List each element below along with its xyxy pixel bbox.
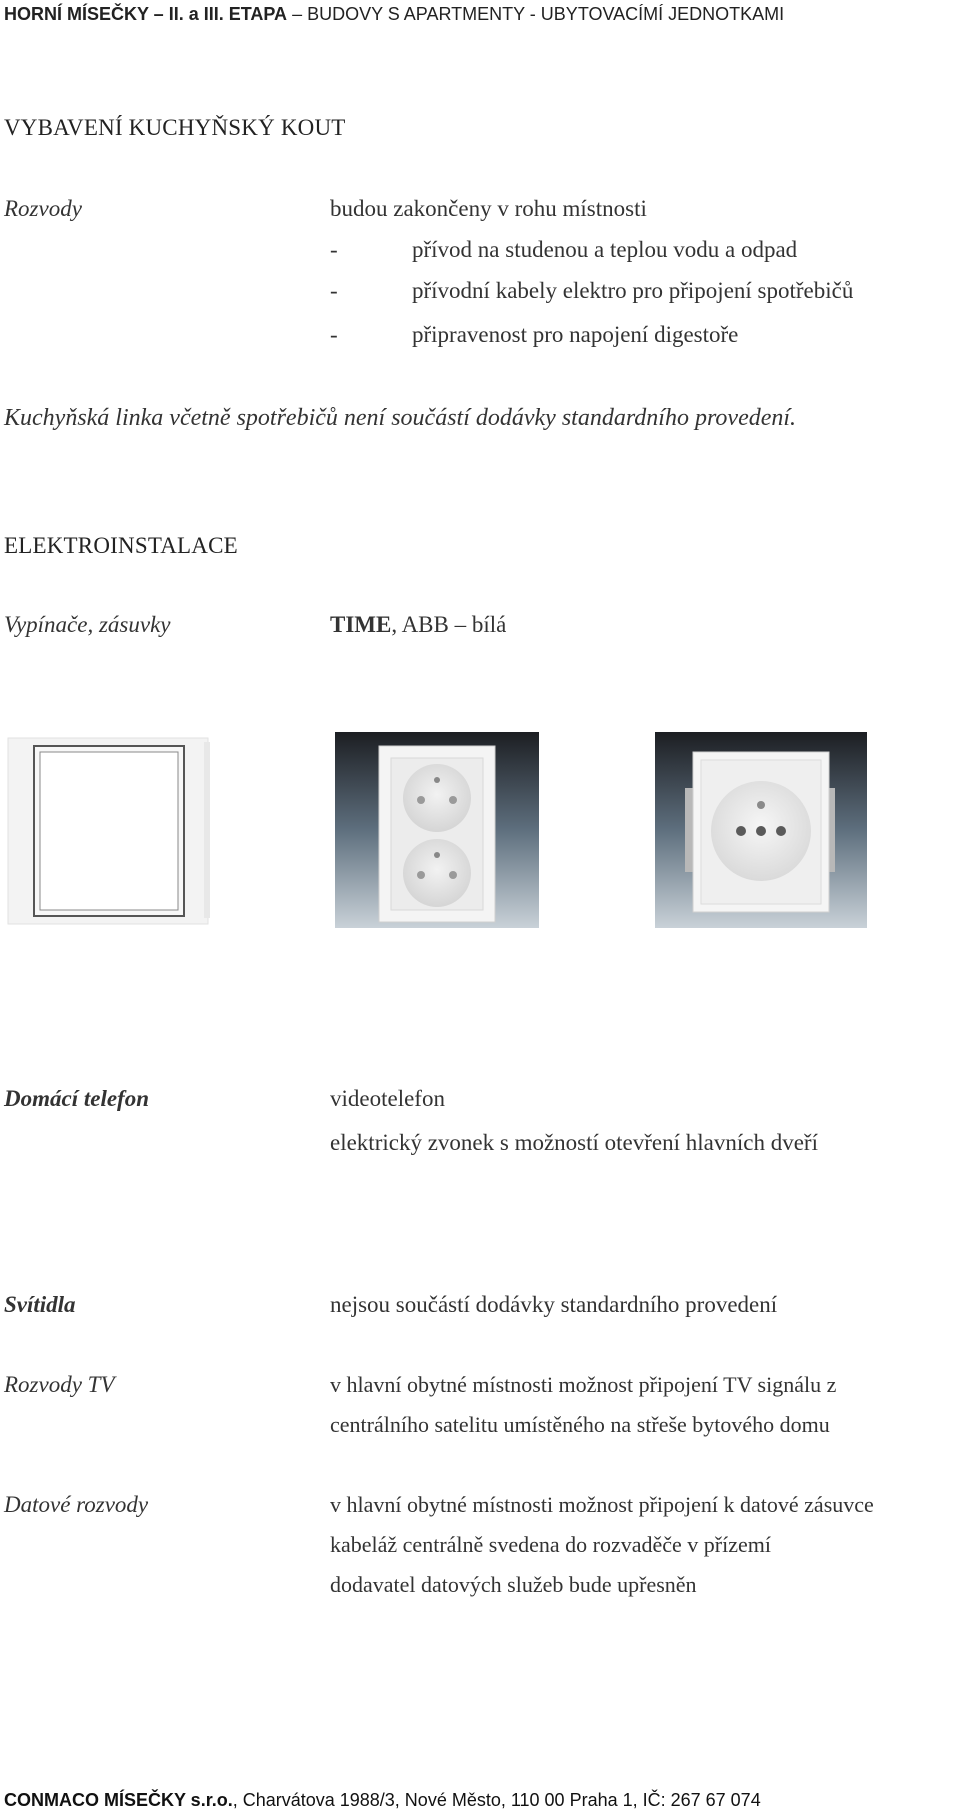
label-rozvody: Rozvody [4, 196, 82, 221]
list-item: připravenost pro napojení digestoře [412, 322, 739, 347]
label-tv: Rozvody TV [4, 1372, 115, 1397]
page-footer [4, 1790, 761, 1811]
data-line: v hlavní obytné místnosti možnost připojení k datové zásuvce [330, 1492, 874, 1517]
list-dash: - [330, 322, 338, 347]
phone-line: videotelefon [330, 1086, 445, 1111]
list-dash: - [330, 237, 338, 262]
switches-rest: , ABB – bílá [391, 612, 507, 637]
footer-address: , Charvátova 1988/3, Nové Město, 110 00 Praha 1, IČ: 267 67 074 [232, 1790, 761, 1810]
tv-line: v hlavní obytné místnosti možnost připojení TV signálu z [330, 1372, 837, 1397]
section-heading-kitchen: VYBAVENÍ KUCHYŇSKÝ KOUT [4, 115, 346, 140]
list-dash: - [330, 278, 338, 303]
footer-company: CONMACO MÍSEČKY s.r.o. [4, 1790, 233, 1810]
double-socket-image [335, 732, 539, 928]
kitchen-note: Kuchyňská linka včetně spotřebičů není součástí dodávky standardního provedení. [4, 405, 797, 431]
label-switches: Vypínače, zásuvky [4, 612, 171, 637]
label-data: Datové rozvody [4, 1492, 149, 1517]
header-project: HORNÍ MÍSEČKY – II. a III. ETAPA [4, 4, 288, 24]
data-line: dodavatel datových služeb bude upřesněn [330, 1572, 697, 1597]
data-line: kabeláž centrálně svedena do rozvaděče v přízemí [330, 1532, 771, 1557]
page-header [4, 4, 784, 25]
light-switch-image [4, 732, 212, 928]
list-item: přívodní kabely elektro pro připojení spotřebičů [412, 278, 854, 303]
tv-line: centrálního satelitu umístěného na střeše bytového domu [330, 1412, 830, 1437]
label-phone: Domácí telefon [4, 1086, 149, 1111]
rozvody-text: budou zakončeny v rohu místnosti [330, 196, 647, 221]
phone-line: elektrický zvonek s možností otevření hlavních dveří [330, 1130, 818, 1155]
section-heading-electro: ELEKTROINSTALACE [4, 533, 238, 558]
switches-value [330, 612, 506, 638]
label-lights: Svítidla [4, 1292, 76, 1317]
header-subtitle: – BUDOVY S APARTMENTY - UBYTOVACÍMÍ JEDNOTKAMI [287, 4, 785, 24]
list-item: přívod na studenou a teplou vodu a odpad [412, 237, 798, 262]
single-socket-image [655, 732, 867, 928]
switches-brand: TIME [330, 612, 392, 637]
lights-text: nejsou součástí dodávky standardního provedení [330, 1292, 778, 1317]
